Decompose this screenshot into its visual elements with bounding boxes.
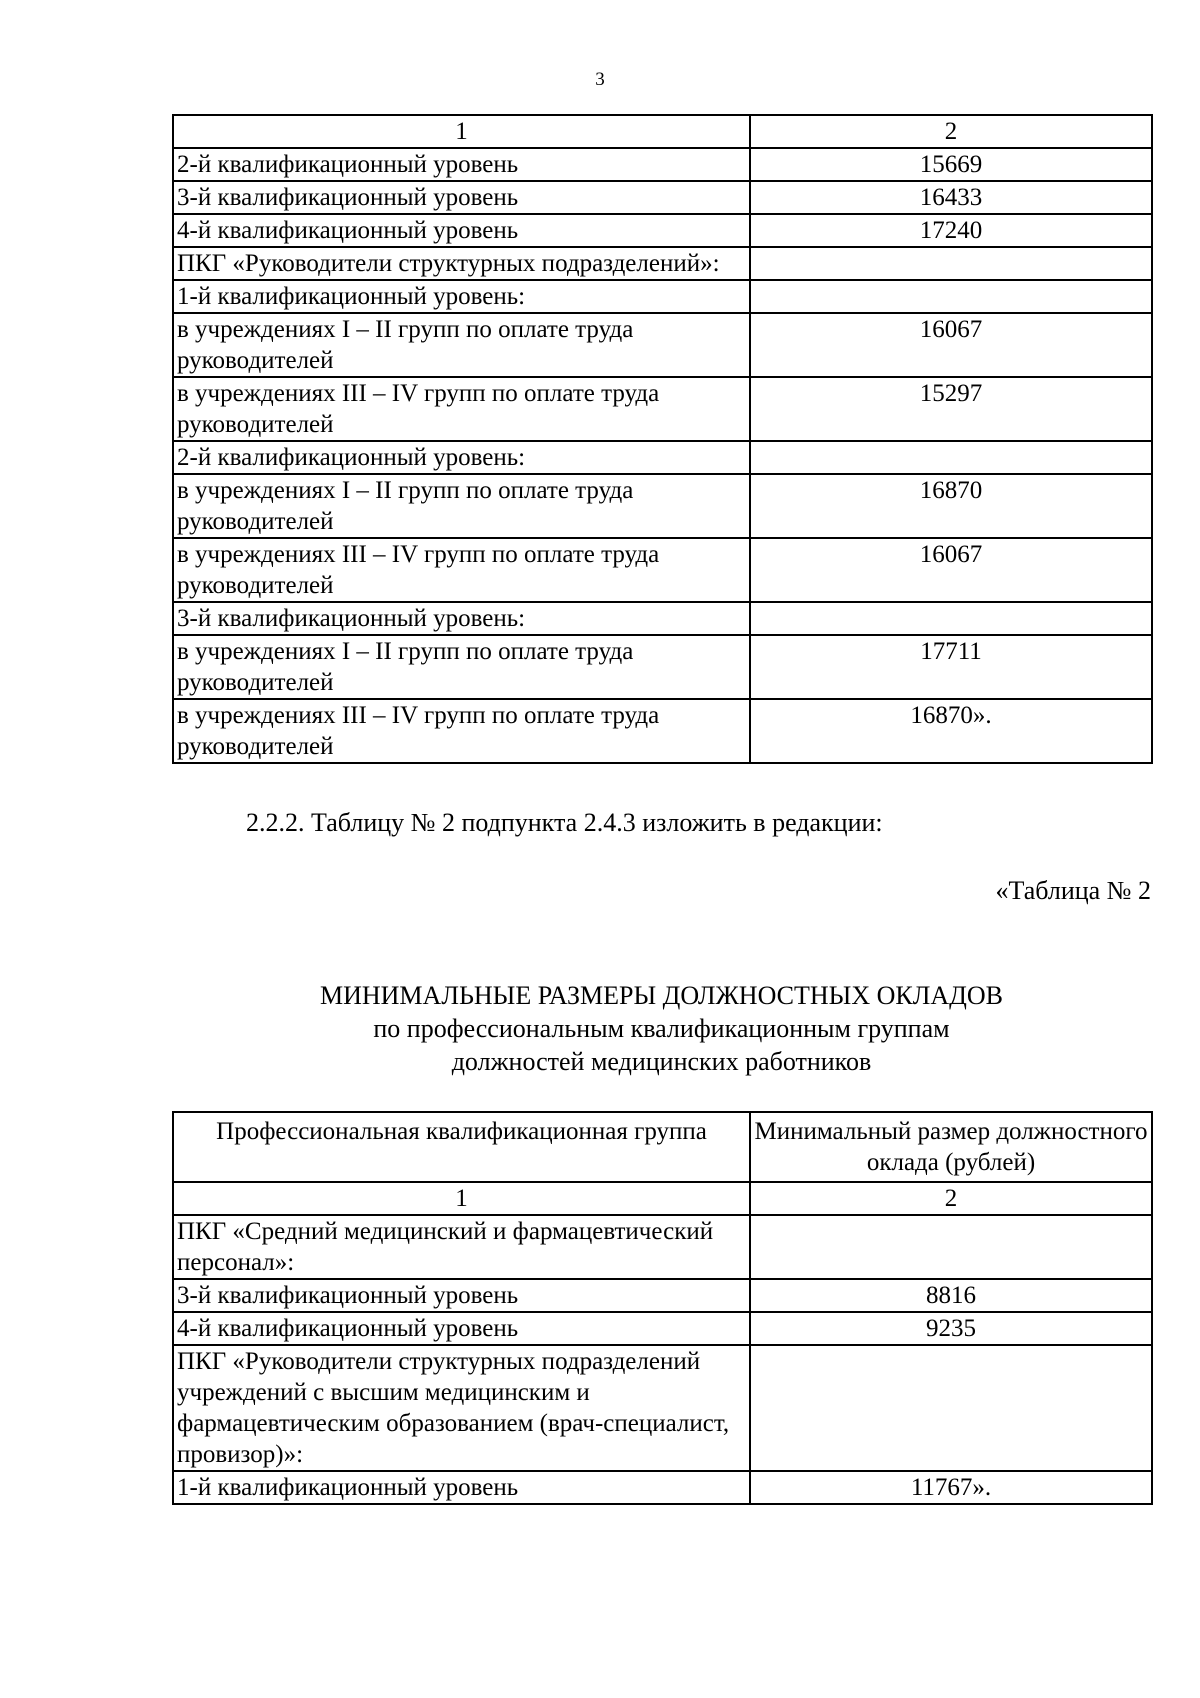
- row-label: ПКГ «Средний медицинский и фармацевтический персонал»:: [173, 1215, 750, 1279]
- row-value: 15297: [750, 377, 1152, 441]
- row-value: 11767».: [750, 1471, 1152, 1504]
- row-label: в учреждениях III – IV групп по оплате труда руководителей: [173, 538, 750, 602]
- table-row: [173, 181, 1152, 214]
- row-value: [750, 602, 1152, 635]
- row-value: 17711: [750, 635, 1152, 699]
- row-label: 3-й квалификационный уровень:: [173, 602, 750, 635]
- table-row: [173, 313, 1152, 377]
- row-label: в учреждениях III – IV групп по оплате труда руководителей: [173, 699, 750, 763]
- row-value: 16067: [750, 538, 1152, 602]
- row-label: 2-й квалификационный уровень:: [173, 441, 750, 474]
- column-header-group: Профессиональная квалификационная группа: [173, 1112, 750, 1182]
- row-label: 1-й квалификационный уровень:: [173, 280, 750, 313]
- table-row: [173, 699, 1152, 763]
- table-row: [173, 1471, 1152, 1504]
- row-value: 15669: [750, 148, 1152, 181]
- table-row: [173, 1279, 1152, 1312]
- medical-salary-table: [172, 1111, 1153, 1505]
- column-number-2: 2: [750, 1182, 1152, 1215]
- row-label: 1-й квалификационный уровень: [173, 1471, 750, 1504]
- page-number: 3: [595, 69, 605, 90]
- table-row: [173, 474, 1152, 538]
- table-row: [173, 538, 1152, 602]
- row-value: [750, 247, 1152, 280]
- table-row: [173, 1345, 1152, 1471]
- row-label: в учреждениях I – II групп по оплате труда руководителей: [173, 474, 750, 538]
- amendment-paragraph: 2.2.2. Таблицу № 2 подпункта 2.4.3 изложить в редакции:: [246, 808, 883, 837]
- row-value: [750, 280, 1152, 313]
- row-value: 16870: [750, 474, 1152, 538]
- row-value: 8816: [750, 1279, 1152, 1312]
- row-label: 3-й квалификационный уровень: [173, 1279, 750, 1312]
- title-line-3: должностей медицинских работников: [451, 1047, 872, 1076]
- row-label: 4-й квалификационный уровень: [173, 1312, 750, 1345]
- table-header-row: [173, 115, 1152, 148]
- column-number-1: 1: [173, 115, 750, 148]
- row-label: ПКГ «Руководители структурных подразделений учреждений с высшим медицинским и фармацевтическим образованием (врач-специалист, провизор)»:: [173, 1345, 750, 1471]
- salary-table-continuation: [172, 114, 1153, 764]
- row-label: 3-й квалификационный уровень: [173, 181, 750, 214]
- table-row: [173, 635, 1152, 699]
- row-value: 17240: [750, 214, 1152, 247]
- row-value: 16870».: [750, 699, 1152, 763]
- table-row: [173, 602, 1152, 635]
- row-label: ПКГ «Руководители структурных подразделений»:: [173, 247, 750, 280]
- row-value: [750, 441, 1152, 474]
- column-header-salary: Минимальный размер должностного оклада (рублей): [750, 1112, 1152, 1182]
- column-number-1: 1: [173, 1182, 750, 1215]
- table-header-row: [173, 1112, 1152, 1182]
- table-row: [173, 247, 1152, 280]
- row-label: в учреждениях III – IV групп по оплате труда руководителей: [173, 377, 750, 441]
- table-row: [173, 280, 1152, 313]
- row-value: 9235: [750, 1312, 1152, 1345]
- row-value: 16067: [750, 313, 1152, 377]
- row-value: [750, 1345, 1152, 1471]
- row-label: 4-й квалификационный уровень: [173, 214, 750, 247]
- table-column-numbers-row: [173, 1182, 1152, 1215]
- table-reference-label: «Таблица № 2: [995, 876, 1151, 905]
- table-row: [173, 377, 1152, 441]
- table-title: [172, 979, 1151, 1078]
- table-row: [173, 1215, 1152, 1279]
- table-row: [173, 1312, 1152, 1345]
- row-value: 16433: [750, 181, 1152, 214]
- row-label: в учреждениях I – II групп по оплате труда руководителей: [173, 313, 750, 377]
- row-label: 2-й квалификационный уровень: [173, 148, 750, 181]
- table-row: [173, 148, 1152, 181]
- table-row: [173, 441, 1152, 474]
- table-row: [173, 214, 1152, 247]
- row-label: в учреждениях I – II групп по оплате труда руководителей: [173, 635, 750, 699]
- title-line-2: по профессиональным квалификационным группам: [373, 1014, 950, 1043]
- title-line-1: МИНИМАЛЬНЫЕ РАЗМЕРЫ ДОЛЖНОСТНЫХ ОКЛАДОВ: [319, 981, 1003, 1010]
- row-value: [750, 1215, 1152, 1279]
- column-number-2: 2: [750, 115, 1152, 148]
